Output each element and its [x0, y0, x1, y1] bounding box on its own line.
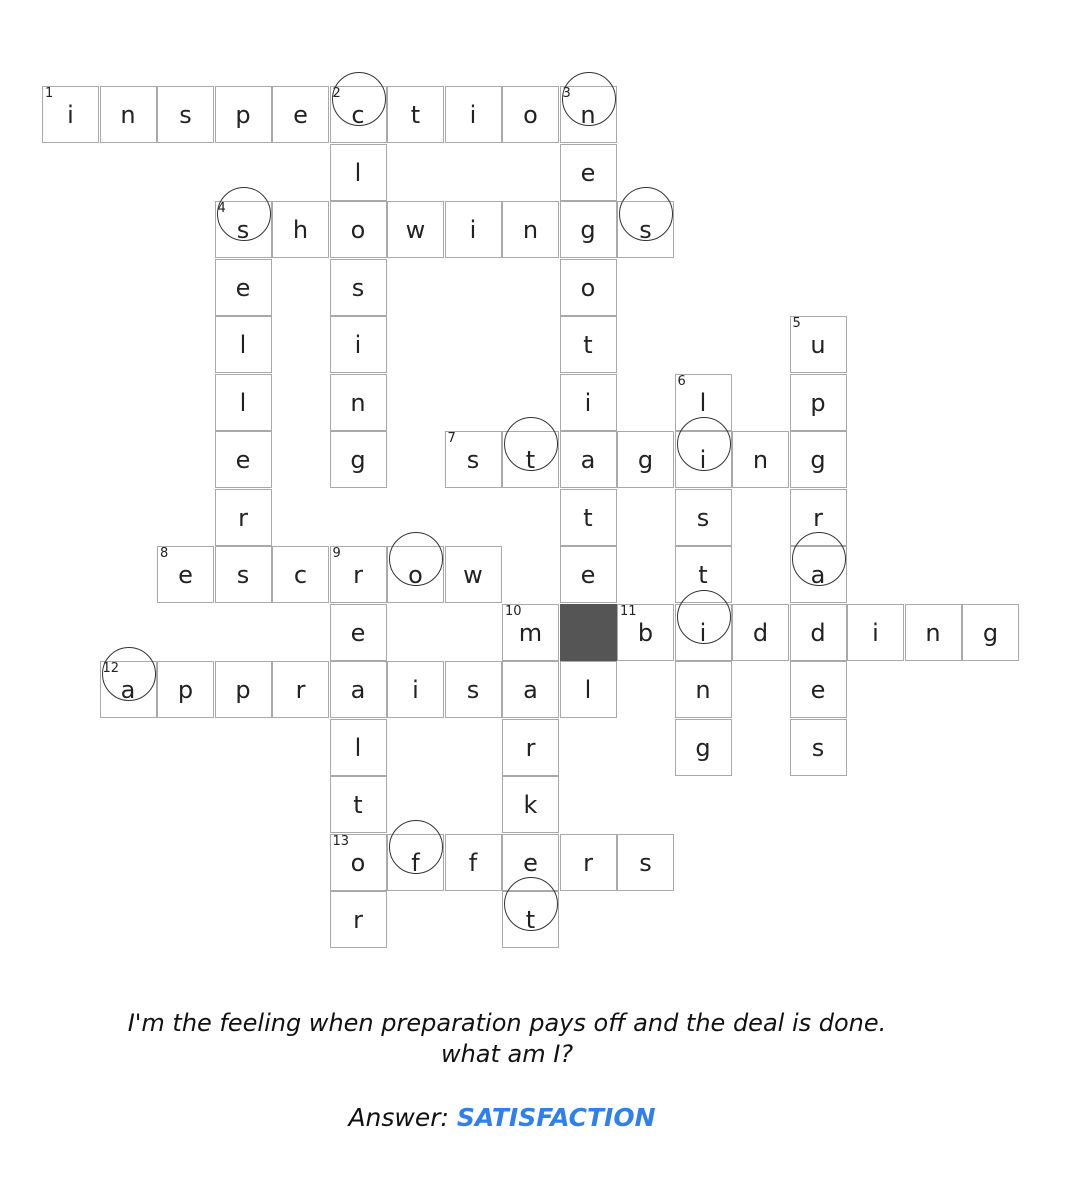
- grid-cell[interactable]: [215, 316, 272, 373]
- grid-cell[interactable]: [790, 431, 847, 488]
- grid-cell[interactable]: [675, 431, 732, 488]
- grid-cell[interactable]: [790, 316, 847, 373]
- cell-letter: l: [699, 388, 707, 417]
- grid-cell[interactable]: [732, 604, 789, 661]
- cell-letter: e: [810, 676, 826, 704]
- cell-letter: r: [583, 848, 593, 877]
- grid-cell[interactable]: [675, 604, 732, 661]
- grid-cell[interactable]: [905, 604, 962, 661]
- grid-cell[interactable]: [445, 86, 502, 143]
- grid-cell[interactable]: [157, 86, 214, 143]
- grid-cell[interactable]: [732, 431, 789, 488]
- cell-letter: i: [872, 618, 879, 647]
- clue-number: 13: [332, 833, 350, 849]
- cell-letter: l: [354, 733, 362, 762]
- cell-letter: r: [295, 676, 306, 704]
- cell-letter: e: [580, 158, 596, 187]
- grid-cell[interactable]: [847, 604, 904, 661]
- grid-cell[interactable]: [502, 86, 559, 143]
- cell-letter: e: [178, 561, 193, 589]
- grid-cell[interactable]: [790, 489, 847, 546]
- cell-letter: k: [523, 791, 538, 819]
- clue-number: 9: [332, 546, 341, 561]
- cell-letter: t: [583, 503, 593, 532]
- grid-cell[interactable]: [502, 834, 559, 891]
- cell-letter: t: [525, 906, 536, 934]
- grid-cell[interactable]: [215, 259, 272, 316]
- grid-cell[interactable]: [330, 201, 387, 258]
- grid-cell[interactable]: [330, 776, 387, 833]
- cell-letter: f: [468, 848, 478, 877]
- clue-number: 4: [217, 201, 226, 216]
- cell-letter: m: [518, 618, 543, 647]
- cell-letter: n: [695, 676, 711, 704]
- grid-cell[interactable]: [330, 431, 387, 488]
- clue-number: 6: [677, 373, 686, 389]
- cell-letter: s: [466, 446, 480, 474]
- cell-letter: n: [752, 446, 769, 474]
- grid-cell[interactable]: [675, 661, 732, 718]
- cell-letter: e: [293, 101, 308, 129]
- clue-number: 2: [332, 86, 341, 101]
- grid-cell[interactable]: [502, 201, 559, 258]
- grid-cell[interactable]: [272, 546, 329, 603]
- cell-letter: t: [698, 561, 708, 589]
- grid-cell[interactable]: [272, 661, 329, 718]
- grid-cell[interactable]: [445, 546, 502, 603]
- grid-cell[interactable]: [272, 86, 329, 143]
- cell-letter: l: [239, 388, 247, 417]
- grid-cell[interactable]: [502, 661, 559, 718]
- grid-cell[interactable]: [617, 604, 674, 661]
- grid-cell[interactable]: [100, 661, 157, 718]
- grid-cell[interactable]: [330, 86, 387, 143]
- grid-cell[interactable]: [675, 374, 732, 431]
- riddle-text: [0, 1008, 1014, 1070]
- cell-letter: o: [523, 101, 538, 129]
- cell-letter: s: [696, 503, 710, 532]
- cell-letter: g: [695, 733, 711, 762]
- clue-number: 3: [562, 86, 571, 101]
- cell-letter: g: [350, 446, 366, 474]
- grid-cell[interactable]: [215, 201, 272, 258]
- cell-letter: l: [584, 676, 592, 704]
- cell-letter: t: [410, 101, 421, 129]
- cell-letter: f: [411, 848, 420, 877]
- riddle-line-1: I'm the feeling when preparation pays off and the deal is done.: [127, 1009, 887, 1037]
- cell-letter: g: [982, 618, 999, 647]
- cell-letter: r: [238, 503, 248, 532]
- grid-cell[interactable]: [157, 661, 214, 718]
- grid-cell[interactable]: [445, 661, 502, 718]
- cell-letter: w: [405, 216, 426, 244]
- cell-letter: o: [350, 848, 366, 877]
- grid-cell[interactable]: [502, 776, 559, 833]
- grid-cell[interactable]: [330, 316, 387, 373]
- cell-letter: p: [177, 676, 194, 704]
- grid-cell[interactable]: [330, 604, 387, 661]
- cell-letter: p: [810, 388, 826, 417]
- cell-letter: p: [235, 676, 251, 704]
- cell-letter: l: [239, 331, 247, 359]
- cell-letter: b: [637, 618, 654, 647]
- cell-letter: r: [813, 503, 823, 532]
- grid-cell[interactable]: [962, 604, 1019, 661]
- cell-letter: s: [236, 561, 250, 589]
- clue-number: 12: [102, 661, 120, 676]
- cell-letter: s: [351, 273, 365, 302]
- cell-letter: r: [353, 561, 363, 589]
- grid-cell[interactable]: [445, 834, 502, 891]
- cell-letter: i: [584, 388, 592, 417]
- answer-line: [0, 1103, 1004, 1132]
- cell-letter: a: [810, 561, 826, 589]
- clue-number: 11: [620, 603, 637, 619]
- grid-cell[interactable]: [330, 546, 387, 603]
- clue-number: 7: [447, 431, 456, 446]
- cell-letter: h: [292, 216, 309, 244]
- grid-cell[interactable]: [560, 834, 617, 891]
- grid-cell[interactable]: [675, 719, 732, 776]
- grid-cell[interactable]: [387, 834, 444, 891]
- cell-letter: e: [580, 561, 596, 589]
- grid-cell[interactable]: [330, 259, 387, 316]
- grid-cell[interactable]: [560, 201, 617, 258]
- grid-cell[interactable]: [445, 201, 502, 258]
- cell-letter: u: [810, 331, 826, 359]
- cell-letter: i: [469, 216, 477, 244]
- cell-letter: t: [353, 791, 363, 819]
- grid-cell[interactable]: [330, 891, 387, 948]
- cell-letter: a: [523, 676, 538, 704]
- cell-letter: a: [350, 676, 366, 704]
- cell-letter: r: [525, 733, 536, 762]
- clue-number: 5: [792, 316, 801, 331]
- cell-letter: s: [236, 216, 250, 244]
- cell-letter: a: [580, 446, 596, 474]
- cell-letter: c: [293, 561, 308, 589]
- cell-letter: t: [525, 446, 536, 474]
- grid-cell[interactable]: [272, 201, 329, 258]
- clue-number: 10: [505, 603, 522, 619]
- grid-cell[interactable]: [560, 259, 617, 316]
- grid-cell[interactable]: [560, 144, 617, 201]
- cell-letter: i: [354, 331, 362, 359]
- cell-letter: a: [120, 676, 136, 704]
- grid-cell[interactable]: [215, 86, 272, 143]
- cell-letter: d: [810, 618, 826, 647]
- cell-letter: n: [925, 618, 941, 647]
- cell-letter: o: [408, 561, 423, 589]
- cell-letter: p: [235, 101, 251, 129]
- riddle-line-2: what am I?: [440, 1040, 574, 1068]
- grid-cell[interactable]: [560, 374, 617, 431]
- grid-cell[interactable]: [560, 546, 617, 603]
- grid-cell[interactable]: [387, 661, 444, 718]
- cell-letter: i: [67, 101, 74, 129]
- cell-letter: t: [583, 331, 593, 359]
- cell-letter: s: [639, 848, 652, 877]
- cell-letter: e: [523, 848, 538, 877]
- grid-cell[interactable]: [42, 86, 99, 143]
- cell-letter: s: [466, 676, 480, 704]
- grid-cell[interactable]: [387, 546, 444, 603]
- grid-cell[interactable]: [790, 604, 847, 661]
- grid-cell[interactable]: [330, 834, 387, 891]
- cell-letter: g: [810, 446, 826, 474]
- grid-cell[interactable]: [387, 86, 444, 143]
- cell-letter: s: [179, 101, 192, 129]
- grid-cell[interactable]: [790, 719, 847, 776]
- cell-letter: n: [580, 101, 596, 129]
- grid-cell[interactable]: [445, 431, 502, 488]
- cell-letter: s: [639, 216, 652, 244]
- grid-cell[interactable]: [560, 489, 617, 546]
- grid-cell[interactable]: [790, 374, 847, 431]
- grid-cell[interactable]: [790, 546, 847, 603]
- grid-cell[interactable]: [502, 604, 559, 661]
- cell-letter: g: [637, 446, 654, 474]
- clue-number: 1: [45, 86, 54, 101]
- cell-letter: n: [522, 216, 539, 244]
- grid-cell[interactable]: [330, 144, 387, 201]
- grid-cell[interactable]: [617, 431, 674, 488]
- grid-cell[interactable]: [675, 489, 732, 546]
- cell-letter: i: [699, 618, 707, 647]
- grid-cell[interactable]: [330, 719, 387, 776]
- grid-cell[interactable]: [502, 891, 559, 948]
- grid-cell[interactable]: [502, 719, 559, 776]
- cell-letter: w: [463, 561, 483, 589]
- grid-cell[interactable]: [215, 546, 272, 603]
- cell-letter: o: [580, 273, 596, 302]
- grid-cell[interactable]: [617, 201, 674, 258]
- cell-letter: e: [235, 273, 251, 302]
- cell-letter: r: [353, 906, 363, 934]
- cell-letter: i: [469, 101, 477, 129]
- grid-cell[interactable]: [330, 374, 387, 431]
- cell-letter: i: [412, 676, 419, 704]
- grid-cell[interactable]: [560, 661, 617, 718]
- grid-cell[interactable]: [215, 431, 272, 488]
- grid-cell[interactable]: [215, 661, 272, 718]
- cell-letter: n: [350, 388, 366, 417]
- cell-letter: i: [699, 446, 707, 474]
- cell-letter: g: [580, 216, 596, 244]
- grid-cell[interactable]: [215, 489, 272, 546]
- cell-letter: l: [354, 158, 362, 187]
- grid-cell[interactable]: [387, 201, 444, 258]
- cell-letter: e: [235, 446, 251, 474]
- cell-letter: s: [811, 733, 825, 762]
- grid-cell[interactable]: [502, 431, 559, 488]
- grid-cell[interactable]: [560, 431, 617, 488]
- cell-letter: c: [351, 101, 365, 129]
- grid-cell[interactable]: [215, 374, 272, 431]
- grid-cell[interactable]: [790, 661, 847, 718]
- black-square: [560, 604, 617, 661]
- cell-letter: e: [350, 618, 366, 647]
- cell-letter: d: [752, 618, 769, 647]
- grid-cell[interactable]: [560, 86, 617, 143]
- grid-cell[interactable]: [157, 546, 214, 603]
- cell-letter: o: [350, 216, 366, 244]
- grid-cell[interactable]: [560, 316, 617, 373]
- cell-letter: n: [120, 101, 136, 129]
- grid-cell[interactable]: [617, 834, 674, 891]
- grid-cell[interactable]: [675, 546, 732, 603]
- answer-value: SATISFACTION: [456, 1103, 656, 1132]
- clue-number: 8: [160, 546, 169, 561]
- grid-cell[interactable]: [330, 661, 387, 718]
- grid-cell[interactable]: [100, 86, 157, 143]
- answer-label: Answer:: [348, 1103, 449, 1132]
